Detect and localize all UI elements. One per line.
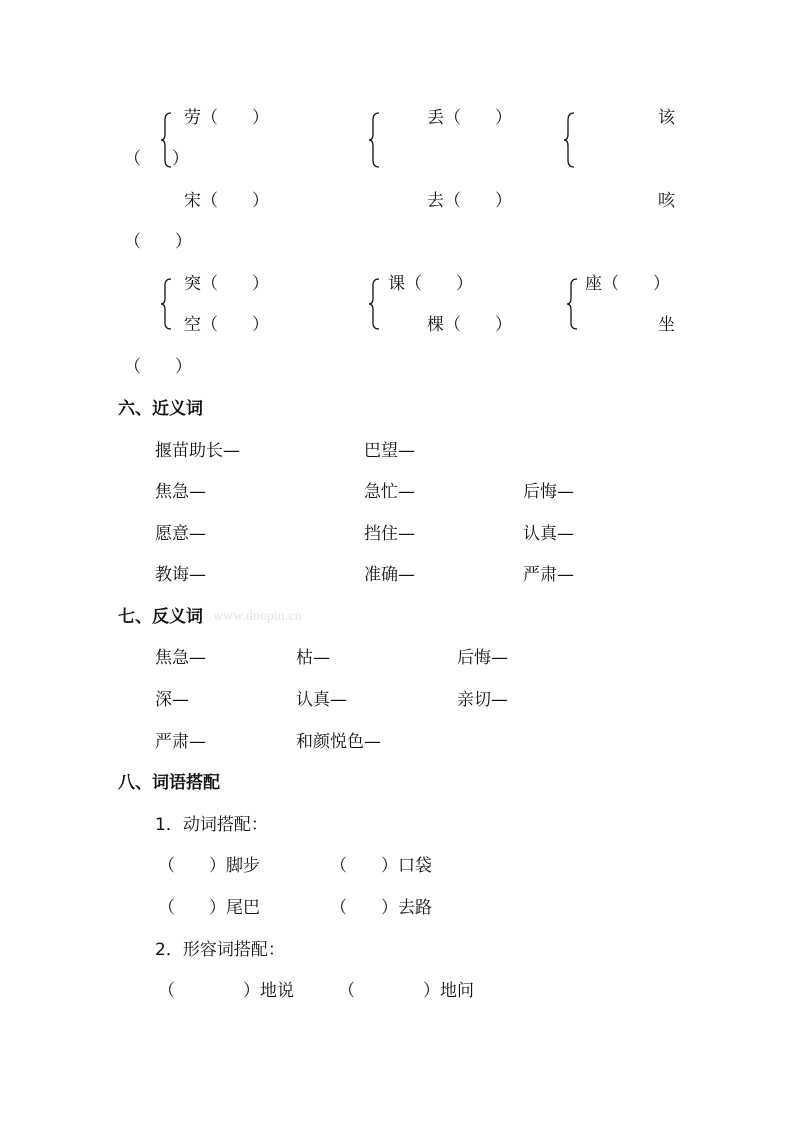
antonym-item: 枯—: [296, 648, 330, 668]
polyphone-item: 坐: [658, 315, 675, 335]
answer-parens: （ ）: [124, 357, 192, 377]
left-brace-icon: [563, 112, 575, 168]
polyphone-item: 去（ ）: [427, 191, 512, 211]
section-heading-synonyms: 六、近义词: [118, 399, 203, 419]
antonym-item: 和颜悦色—: [296, 732, 381, 752]
subheading-adjective: 2．形容词搭配：: [155, 940, 285, 960]
antonym-item: 焦急—: [155, 648, 206, 668]
polyphone-item: 座（ ）: [585, 274, 670, 294]
synonym-item: 严肃—: [523, 565, 574, 585]
subheading-verb: 1．动词搭配：: [155, 815, 268, 835]
answer-parens: （ ）: [124, 232, 192, 252]
polyphone-item: 宋（ ）: [184, 191, 269, 211]
polyphone-item: 丢（ ）: [427, 108, 512, 128]
synonym-item: 巴望—: [364, 441, 415, 461]
polyphone-item: 咳: [658, 191, 675, 211]
polyphone-item: 该: [658, 108, 675, 128]
left-brace-icon: [160, 112, 172, 168]
section-heading-matching: 八、词语搭配: [118, 773, 220, 793]
left-brace-icon: [160, 278, 172, 330]
adjective-item: （ ）地说: [158, 981, 294, 1001]
antonym-item: 亲切—: [457, 690, 508, 710]
synonym-item: 揠苗助长—: [155, 441, 240, 461]
synonym-item: 急忙—: [364, 482, 415, 502]
watermark: www.dnopin.cn: [213, 609, 302, 624]
verb-item: （ ）脚步: [158, 856, 260, 876]
polyphone-item: 劳（ ）: [184, 108, 269, 128]
polyphone-item: 空（ ）: [184, 315, 269, 335]
synonym-item: 准确—: [364, 565, 415, 585]
verb-item: （ ）口袋: [330, 856, 432, 876]
verb-item: （ ）去路: [330, 898, 432, 918]
left-brace-icon: [368, 112, 380, 168]
synonym-item: 后悔—: [523, 482, 574, 502]
synonym-item: 认真—: [523, 524, 574, 544]
section-heading-antonyms: 七、反义词: [118, 607, 203, 627]
verb-item: （ ）尾巴: [158, 898, 260, 918]
synonym-item: 愿意—: [155, 524, 206, 544]
antonym-item: 深—: [155, 690, 189, 710]
synonym-item: 焦急—: [155, 482, 206, 502]
polyphone-item: 棵（ ）: [427, 315, 512, 335]
antonym-item: 严肃—: [155, 732, 206, 752]
antonym-item: 后悔—: [457, 648, 508, 668]
left-paren: （: [124, 149, 141, 169]
left-brace-icon: [566, 278, 578, 330]
inner-paren: ）: [172, 149, 189, 169]
synonym-item: 挡住—: [364, 524, 415, 544]
left-brace-icon: [368, 278, 380, 330]
synonym-item: 教诲—: [155, 565, 206, 585]
polyphone-item: 课（ ）: [388, 274, 473, 294]
antonym-item: 认真—: [296, 690, 347, 710]
adjective-item: （ ）地问: [338, 981, 474, 1001]
polyphone-item: 突（ ）: [184, 274, 269, 294]
